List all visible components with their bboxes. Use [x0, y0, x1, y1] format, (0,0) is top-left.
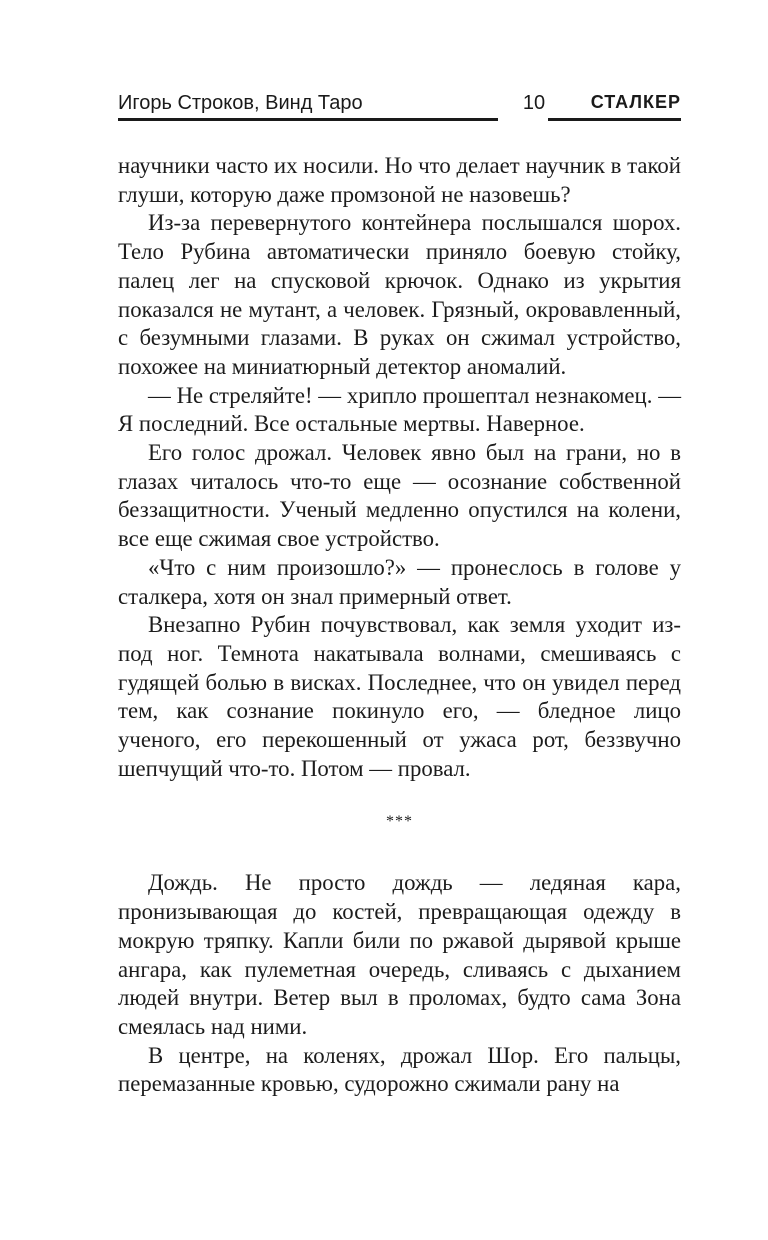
paragraph: Из-за перевернутого контейнера послышался шорох. Тело Рубина автоматически приняло боевую стойку, палец лег на спусковой крючок. Однако из укрытия показался не мутант, а человек. Грязный, окровавленный, с безумными глазами. В руках он сжимал устройство, похожее на миниатюрный детектор аномалий.	[118, 210, 681, 379]
paragraph: Внезапно Рубин почувствовал, как земля уходит из-под ног. Темнота накатывала волнами, смешиваясь с гудящей болью в висках. Последнее, что он увидел перед тем, как сознание покинуло его, — бледное лицо ученого, его перекошенный от ужаса рот, беззвучно шепчущий что-то. Потом — провал.	[118, 612, 681, 781]
separator-asterisks: ***	[386, 813, 413, 831]
section-separator	[118, 783, 681, 869]
body-text	[118, 152, 681, 1099]
header-authors: Игорь Строков, Винд Таро	[118, 92, 363, 114]
header-rule-right	[548, 118, 681, 121]
paragraph: «Что с ним произошло?» — пронеслось в голове у сталкера, хотя он знал примерный ответ.	[118, 554, 681, 609]
paragraph: Дождь. Не просто дождь — ледяная кара, пронизывающая до костей, превращающая одежду в мокрую тряпку. Капли били по ржавой дырявой крыше ангара, как пулеметная очередь, сливаясь с дыханием людей внутри. Ветер выл в проломах, будто сама Зона смеялась над ними.	[118, 870, 681, 1039]
series-title: СТАЛКЕР	[590, 92, 681, 112]
paragraph: Его голос дрожал. Человек явно был на грани, но в глазах читалось что-то еще — осознание собственной беззащитности. Ученый медленно опустился на колени, все еще сжимая свое устройство.	[118, 440, 681, 552]
paragraph: — Не стреляйте! — хрипло прошептал незнакомец. — Я последний. Все остальные мертвы. Наверное.	[118, 382, 681, 437]
running-header	[118, 92, 681, 122]
paragraph: В центре, на коленях, дрожал Шор. Его пальцы, перемазанные кровью, судорожно сжимали рану на	[118, 1042, 681, 1097]
paragraph: научники часто их носили. Но что делает научник в такой глуши, которую даже промзоной не назовешь?	[118, 153, 681, 207]
header-rule-left	[118, 118, 498, 121]
page-number: 10	[522, 92, 546, 114]
